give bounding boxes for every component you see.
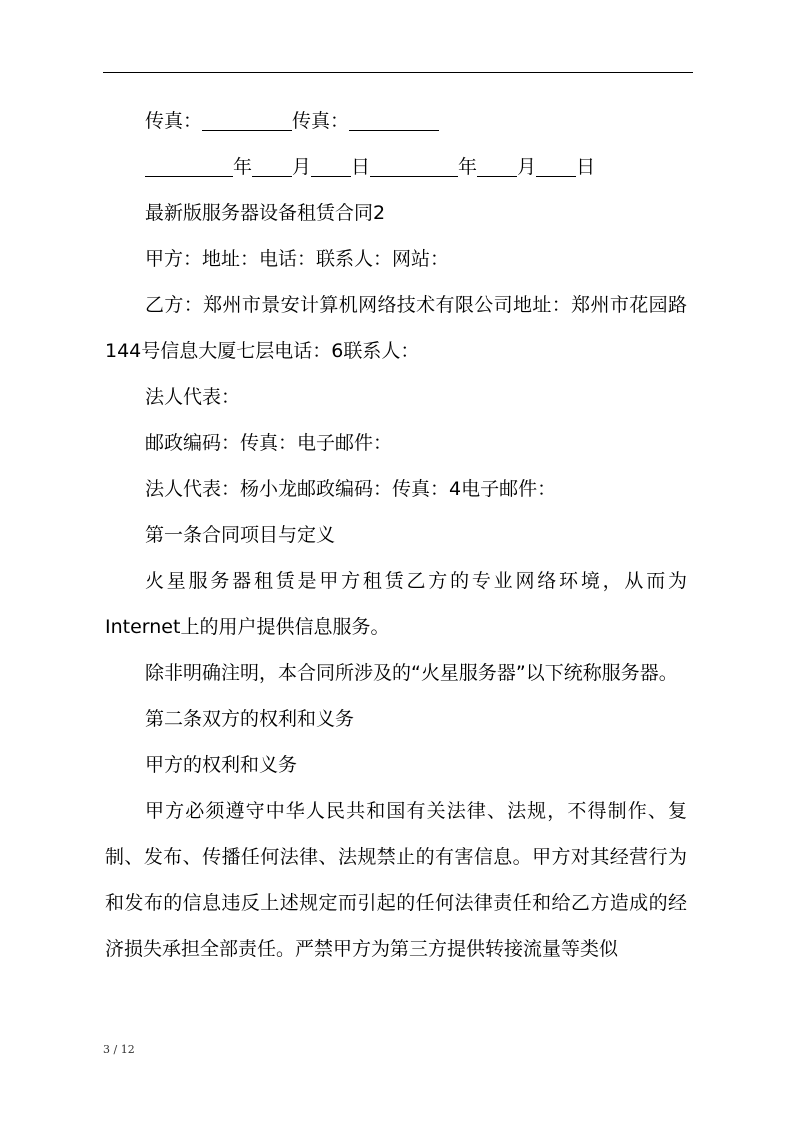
month-blank-1 (252, 156, 292, 177)
year-blank-1 (145, 156, 233, 177)
year-label-2: 年 (458, 156, 478, 178)
contract-title: 最新版服务器设备租赁合同2 (145, 202, 386, 224)
party-b-info: 乙方：郑州市景安计算机网络技术有限公司地址：郑州市花园路144号信息大厦七层电话：6联系人： (105, 294, 687, 362)
fax-blank-2 (349, 110, 439, 131)
day-blank-2 (536, 156, 576, 177)
article-2-heading: 第二条双方的权利和义务 (145, 708, 355, 730)
postal-contact: 邮政编码：传真：电子邮件： (145, 432, 393, 454)
day-label-2: 日 (576, 156, 596, 178)
fax-label-1: 传真： (145, 110, 203, 132)
day-blank-1 (311, 156, 351, 177)
document-body (105, 98, 687, 972)
party-a-rights-heading: 甲方的权利和义务 (145, 754, 298, 776)
month-blank-2 (477, 156, 517, 177)
article-1-note: 除非明确注明，本合同所涉及的“火星服务器”以下统称服务器。 (145, 662, 678, 684)
header-rule (103, 72, 693, 73)
article-1-definition: 火星服务器租赁是甲方租赁乙方的专业网络环境，从而为Internet上的用户提供信息服务。 (105, 570, 687, 638)
month-label-2: 月 (517, 156, 537, 178)
page-number: 3 / 12 (103, 1043, 135, 1056)
party-b-representative: 法人代表：杨小龙邮政编码：传真：4电子邮件： (145, 478, 557, 500)
month-label-1: 月 (292, 156, 312, 178)
party-a-obligations: 甲方必须遵守中华人民共和国有关法律、法规，不得制作、复制、发布、传播任何法律、法规禁止的有害信息。甲方对其经营行为和发布的信息违反上述规定而引起的任何法律责任和给乙方造成的经济损失承担全部责任。严禁甲方为第三方提供转接流量等类似 (105, 800, 687, 960)
fax-label-2: 传真： (292, 110, 350, 132)
year-label-1: 年 (233, 156, 253, 178)
day-label-1: 日 (351, 156, 371, 178)
article-1-heading: 第一条合同项目与定义 (145, 524, 336, 546)
year-blank-2 (370, 156, 458, 177)
fax-line (105, 98, 687, 144)
party-a-info: 甲方：地址：电话：联系人：网站： (145, 248, 450, 270)
legal-representative: 法人代表： (145, 386, 241, 408)
date-line (105, 144, 687, 190)
fax-blank-1 (202, 110, 292, 131)
